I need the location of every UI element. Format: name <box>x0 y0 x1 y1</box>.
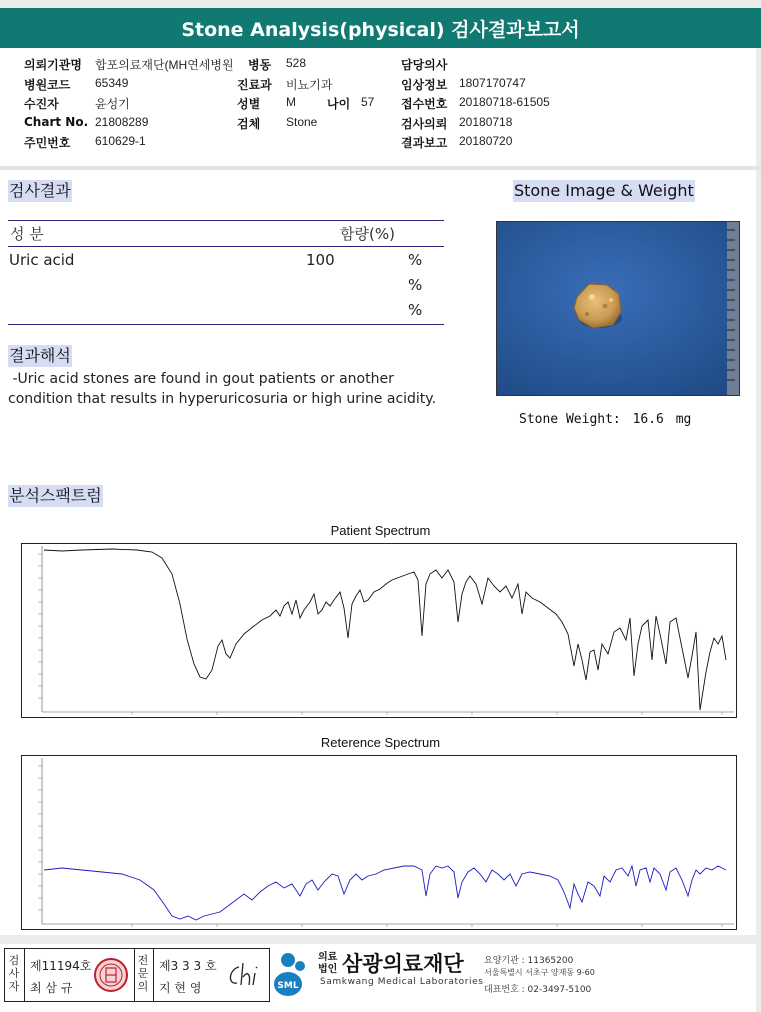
inspector-label: 검사자 <box>8 954 20 993</box>
info-value-report-date: 20180720 <box>459 134 513 148</box>
reference-spectrum-line <box>44 866 726 920</box>
reference-spectrum-svg <box>22 756 736 929</box>
org-type: 의료법인 <box>318 952 338 975</box>
stone-weight-unit: mg <box>675 412 692 427</box>
interpretation-section-title: 결과해석 <box>9 346 71 365</box>
info-value-institution: 합포의료재단(MH연세병원 <box>95 58 234 72</box>
sml-logo-icon <box>272 948 316 1000</box>
patient-spectrum-title: Patient Spectrum <box>330 523 431 538</box>
stone-photo-illustration <box>497 222 739 395</box>
org-address: 서울특별시 서초구 양재동 9-60 <box>484 968 595 977</box>
info-value-patient: 윤성기 <box>95 97 130 111</box>
info-label-doctor: 담당의사 <box>401 58 448 72</box>
stone-weight-value: 16.6 <box>632 412 664 427</box>
info-label-request-date: 검사의뢰 <box>401 117 448 131</box>
info-label-age: 나이 <box>327 97 351 111</box>
inspector-seal <box>93 957 129 993</box>
footer-separator <box>0 935 761 944</box>
patient-spectrum-line <box>44 549 726 710</box>
results-col-content: 함량(%) <box>340 225 395 243</box>
window-top-frame <box>0 0 761 8</box>
org-code: 요양기관 : 11365200 <box>484 956 574 966</box>
info-value-sex: M <box>286 95 296 109</box>
info-label-clinical-info: 임상정보 <box>401 78 448 92</box>
info-value-receipt-no: 20180718-61505 <box>459 95 550 109</box>
info-value-request-date: 20180718 <box>459 115 513 129</box>
info-label-patient: 수진자 <box>24 97 59 111</box>
org-name: 삼광의료재단 <box>342 952 464 976</box>
stone-photo <box>496 221 740 396</box>
info-label-report-date: 결과보고 <box>401 136 448 150</box>
specialist-label: 전문의 <box>137 954 149 993</box>
org-name-en: Samkwang Medical Laboratories <box>320 977 484 987</box>
spectrum-section-title: 분석스팩트럼 <box>9 486 102 505</box>
results-bottom-rule <box>8 324 444 325</box>
signature-divider <box>134 949 135 1001</box>
specialist-signature <box>223 959 263 993</box>
results-header-rule <box>8 246 444 247</box>
result-row-unit: % <box>408 251 423 269</box>
signature-divider <box>153 949 154 1001</box>
result-row-component: Uric acid <box>9 251 75 269</box>
info-label-chart-no: Chart No. <box>24 115 89 129</box>
info-label-institution: 의뢰기관명 <box>24 58 82 72</box>
results-section-title: 검사결과 <box>9 181 71 200</box>
result-row-unit: % <box>408 301 423 319</box>
inspector-license-no: 제11194호 <box>30 959 92 973</box>
report-title: Stone Analysis(physical) 검사결과보고서 <box>0 8 761 48</box>
info-separator <box>0 166 761 170</box>
signature-divider <box>24 949 25 1001</box>
info-label-department: 진료과 <box>237 78 272 92</box>
specialist-license-no: 제3 3 3 호 <box>159 959 217 973</box>
reference-spectrum-title: Reterence Spectrum <box>320 735 441 750</box>
interpretation-line-1: -Uric acid stones are found in gout patients or another <box>8 371 394 387</box>
info-label-ward: 병동 <box>248 58 272 72</box>
specialist-name: 지 현 영 <box>159 981 202 995</box>
info-label-sex: 성별 <box>237 97 261 111</box>
patient-spectrum-svg <box>22 544 736 717</box>
info-value-hospital-code: 65349 <box>95 76 129 90</box>
results-col-component: 성 분 <box>10 225 44 243</box>
info-label-specimen: 검체 <box>237 117 261 131</box>
info-label-resident-no: 주민번호 <box>24 136 71 150</box>
interpretation-line-2: condition that results in hyperuricosuria or high urine acidity. <box>8 391 437 407</box>
info-value-ward: 528 <box>286 56 307 70</box>
info-label-hospital-code: 병원코드 <box>24 78 71 92</box>
info-value-specimen: Stone <box>286 115 318 129</box>
signature-box <box>4 948 270 1002</box>
info-value-clinical-info: 1807170747 <box>459 76 526 90</box>
result-row-value: 100 <box>306 251 335 269</box>
stone-section-title: Stone Image & Weight <box>514 181 694 200</box>
info-value-resident-no: 610629-1 <box>95 134 146 148</box>
stone-weight <box>519 412 691 427</box>
reference-spectrum-plot <box>21 755 737 930</box>
stone-weight-label: Stone Weight: <box>519 412 621 427</box>
inspector-name: 최 삼 규 <box>30 981 73 995</box>
info-value-age: 57 <box>361 95 375 109</box>
info-label-receipt-no: 접수번호 <box>401 97 448 111</box>
org-phone: 대표번호 : 02-3497-5100 <box>484 985 592 995</box>
sml-logo-text: SML <box>277 981 299 991</box>
result-row-unit: % <box>408 276 423 294</box>
info-block <box>0 52 761 164</box>
patient-spectrum-plot <box>21 543 737 718</box>
results-top-rule <box>8 220 444 221</box>
info-value-department: 비뇨기과 <box>286 78 333 92</box>
info-value-chart-no: 21808289 <box>95 115 149 129</box>
